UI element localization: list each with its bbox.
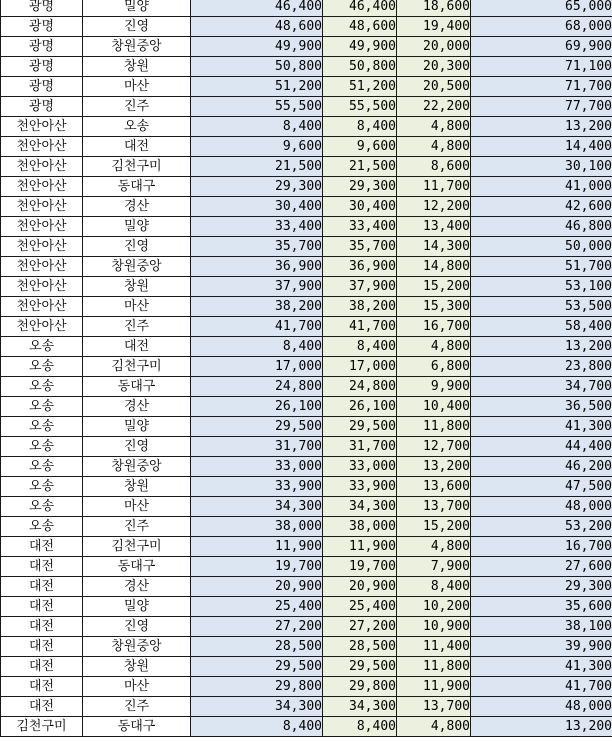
fare-cell-2[interactable]: 21,500 xyxy=(323,157,397,177)
fare-cell-4[interactable]: 36,500 xyxy=(471,397,612,417)
fare-cell-1[interactable]: 31,700 xyxy=(191,437,323,457)
fare-cell-2[interactable]: 29,800 xyxy=(323,677,397,697)
fare-cell-4[interactable]: 38,100 xyxy=(471,617,612,637)
table-row xyxy=(1,477,612,497)
destination-cell[interactable]: 진주 xyxy=(83,97,191,117)
fare-cell-2[interactable]: 11,900 xyxy=(323,537,397,557)
table-row xyxy=(1,37,612,57)
fare-cell-3[interactable]: 12,700 xyxy=(397,437,471,457)
fare-cell-2[interactable]: 49,900 xyxy=(323,37,397,57)
fare-cell-3[interactable]: 10,400 xyxy=(397,397,471,417)
fare-cell-3[interactable]: 4,800 xyxy=(397,117,471,137)
fare-cell-1[interactable]: 33,900 xyxy=(191,477,323,497)
destination-cell[interactable]: 동대구 xyxy=(83,177,191,197)
destination-cell[interactable]: 창원 xyxy=(83,657,191,677)
table-row xyxy=(1,457,612,477)
fare-cell-1[interactable]: 29,800 xyxy=(191,677,323,697)
origin-cell[interactable]: 천안아산 xyxy=(1,137,83,157)
destination-cell[interactable]: 진영 xyxy=(83,617,191,637)
destination-cell[interactable]: 진영 xyxy=(83,17,191,37)
fare-cell-1[interactable]: 8,400 xyxy=(191,117,323,137)
destination-cell[interactable]: 경산 xyxy=(83,577,191,597)
fare-cell-2[interactable]: 26,100 xyxy=(323,397,397,417)
table-row xyxy=(1,17,612,37)
fare-cell-2[interactable]: 38,000 xyxy=(323,517,397,537)
fare-cell-1[interactable]: 41,700 xyxy=(191,317,323,337)
fare-cell-3[interactable]: 12,200 xyxy=(397,197,471,217)
fare-cell-3[interactable]: 10,900 xyxy=(397,617,471,637)
destination-cell[interactable]: 대전 xyxy=(83,337,191,357)
table-row xyxy=(1,197,612,217)
fare-cell-3[interactable]: 15,300 xyxy=(397,297,471,317)
fare-cell-4[interactable]: 53,200 xyxy=(471,517,612,537)
fare-cell-4[interactable]: 14,400 xyxy=(471,137,612,157)
destination-cell[interactable]: 경산 xyxy=(83,197,191,217)
table-row xyxy=(1,0,612,17)
fare-cell-2[interactable]: 17,000 xyxy=(323,357,397,377)
fare-cell-2[interactable]: 19,700 xyxy=(323,557,397,577)
fare-cell-1[interactable]: 24,800 xyxy=(191,377,323,397)
table-row xyxy=(1,97,612,117)
origin-cell[interactable]: 오송 xyxy=(1,377,83,397)
fare-cell-1[interactable]: 37,900 xyxy=(191,277,323,297)
table-row xyxy=(1,517,612,537)
fare-cell-3[interactable]: 4,800 xyxy=(397,717,471,737)
fare-cell-1[interactable]: 11,900 xyxy=(191,537,323,557)
fare-cell-2[interactable]: 34,300 xyxy=(323,697,397,717)
fare-cell-1[interactable]: 48,600 xyxy=(191,17,323,37)
origin-cell[interactable]: 광명 xyxy=(1,0,83,17)
fare-cell-4[interactable]: 41,000 xyxy=(471,177,612,197)
table-row xyxy=(1,677,612,697)
destination-cell[interactable]: 김천구미 xyxy=(83,357,191,377)
destination-cell[interactable]: 밀양 xyxy=(83,217,191,237)
fare-cell-4[interactable]: 35,600 xyxy=(471,597,612,617)
origin-cell[interactable]: 오송 xyxy=(1,457,83,477)
origin-cell[interactable]: 천안아산 xyxy=(1,237,83,257)
table-row xyxy=(1,337,612,357)
fare-cell-1[interactable]: 8,400 xyxy=(191,337,323,357)
fare-cell-2[interactable]: 33,400 xyxy=(323,217,397,237)
fare-cell-4[interactable]: 30,100 xyxy=(471,157,612,177)
destination-cell[interactable]: 경산 xyxy=(83,397,191,417)
origin-cell[interactable]: 광명 xyxy=(1,37,83,57)
table-row xyxy=(1,437,612,457)
fare-cell-4[interactable]: 16,700 xyxy=(471,537,612,557)
table-row xyxy=(1,317,612,337)
fare-cell-4[interactable]: 58,400 xyxy=(471,317,612,337)
fare-cell-1[interactable]: 33,000 xyxy=(191,457,323,477)
fare-cell-1[interactable]: 26,100 xyxy=(191,397,323,417)
table-row xyxy=(1,297,612,317)
destination-cell[interactable]: 진주 xyxy=(83,317,191,337)
fare-cell-1[interactable]: 55,500 xyxy=(191,97,323,117)
fare-cell-1[interactable]: 34,300 xyxy=(191,497,323,517)
fare-cell-4[interactable]: 71,100 xyxy=(471,57,612,77)
destination-cell[interactable]: 창원 xyxy=(83,477,191,497)
origin-cell[interactable]: 천안아산 xyxy=(1,117,83,137)
fare-cell-4[interactable]: 41,300 xyxy=(471,417,612,437)
fare-cell-2[interactable]: 48,600 xyxy=(323,17,397,37)
origin-cell[interactable]: 오송 xyxy=(1,337,83,357)
origin-cell[interactable]: 대전 xyxy=(1,577,83,597)
origin-cell[interactable]: 천안아산 xyxy=(1,177,83,197)
origin-cell[interactable]: 천안아산 xyxy=(1,257,83,277)
fare-cell-3[interactable]: 11,400 xyxy=(397,637,471,657)
fare-cell-1[interactable]: 29,300 xyxy=(191,177,323,197)
origin-cell[interactable]: 광명 xyxy=(1,77,83,97)
fare-cell-2[interactable]: 20,900 xyxy=(323,577,397,597)
fare-cell-1[interactable]: 33,400 xyxy=(191,217,323,237)
fare-cell-4[interactable]: 65,000 xyxy=(471,0,612,17)
fare-cell-2[interactable]: 9,600 xyxy=(323,137,397,157)
fare-cell-3[interactable]: 13,600 xyxy=(397,477,471,497)
table-row xyxy=(1,537,612,557)
fare-cell-1[interactable]: 46,400 xyxy=(191,0,323,17)
destination-cell[interactable]: 마산 xyxy=(83,77,191,97)
fare-cell-4[interactable]: 46,200 xyxy=(471,457,612,477)
destination-cell[interactable]: 동대구 xyxy=(83,717,191,737)
fare-cell-1[interactable]: 35,700 xyxy=(191,237,323,257)
fare-cell-3[interactable]: 11,800 xyxy=(397,417,471,437)
fare-cell-3[interactable]: 14,800 xyxy=(397,257,471,277)
fare-cell-3[interactable]: 13,200 xyxy=(397,457,471,477)
fare-cell-1[interactable]: 51,200 xyxy=(191,77,323,97)
fare-cell-4[interactable]: 44,400 xyxy=(471,437,612,457)
fare-cell-4[interactable]: 68,000 xyxy=(471,17,612,37)
fare-cell-2[interactable]: 29,500 xyxy=(323,657,397,677)
fare-cell-3[interactable]: 7,900 xyxy=(397,557,471,577)
fare-cell-1[interactable]: 50,800 xyxy=(191,57,323,77)
fare-cell-1[interactable]: 17,000 xyxy=(191,357,323,377)
table-row xyxy=(1,117,612,137)
fare-cell-3[interactable]: 11,800 xyxy=(397,657,471,677)
origin-cell[interactable]: 오송 xyxy=(1,357,83,377)
fare-cell-2[interactable]: 8,400 xyxy=(323,337,397,357)
fare-cell-4[interactable]: 13,200 xyxy=(471,117,612,137)
origin-cell[interactable]: 김천구미 xyxy=(1,717,83,737)
origin-cell[interactable]: 대전 xyxy=(1,637,83,657)
fare-cell-2[interactable]: 50,800 xyxy=(323,57,397,77)
origin-cell[interactable]: 대전 xyxy=(1,617,83,637)
fare-cell-1[interactable]: 38,000 xyxy=(191,517,323,537)
fare-table-body xyxy=(1,0,612,737)
table-row xyxy=(1,357,612,377)
table-row xyxy=(1,277,612,297)
fare-cell-2[interactable]: 8,400 xyxy=(323,717,397,737)
fare-cell-4[interactable]: 48,000 xyxy=(471,697,612,717)
fare-cell-4[interactable]: 47,500 xyxy=(471,477,612,497)
fare-cell-3[interactable]: 9,900 xyxy=(397,377,471,397)
fare-cell-2[interactable]: 25,400 xyxy=(323,597,397,617)
table-row xyxy=(1,57,612,77)
fare-cell-3[interactable]: 6,800 xyxy=(397,357,471,377)
fare-cell-1[interactable]: 38,200 xyxy=(191,297,323,317)
destination-cell[interactable]: 진주 xyxy=(83,517,191,537)
destination-cell[interactable]: 오송 xyxy=(83,117,191,137)
fare-cell-3[interactable]: 8,400 xyxy=(397,577,471,597)
table-row xyxy=(1,377,612,397)
destination-cell[interactable]: 마산 xyxy=(83,297,191,317)
table-row xyxy=(1,497,612,517)
table-row xyxy=(1,217,612,237)
origin-cell[interactable]: 광명 xyxy=(1,17,83,37)
fare-cell-4[interactable]: 29,300 xyxy=(471,577,612,597)
fare-cell-4[interactable]: 23,800 xyxy=(471,357,612,377)
fare-cell-4[interactable]: 39,900 xyxy=(471,637,612,657)
destination-cell[interactable]: 진영 xyxy=(83,437,191,457)
table-row xyxy=(1,137,612,157)
destination-cell[interactable]: 창원중앙 xyxy=(83,637,191,657)
origin-cell[interactable]: 광명 xyxy=(1,97,83,117)
destination-cell[interactable]: 창원 xyxy=(83,277,191,297)
fare-cell-3[interactable]: 4,800 xyxy=(397,337,471,357)
origin-cell[interactable]: 오송 xyxy=(1,397,83,417)
fare-cell-4[interactable]: 48,000 xyxy=(471,497,612,517)
table-row xyxy=(1,557,612,577)
fare-cell-3[interactable]: 8,600 xyxy=(397,157,471,177)
fare-cell-1[interactable]: 25,400 xyxy=(191,597,323,617)
table-row xyxy=(1,617,612,637)
fare-cell-4[interactable]: 69,900 xyxy=(471,37,612,57)
origin-cell[interactable]: 천안아산 xyxy=(1,157,83,177)
fare-cell-3[interactable]: 20,300 xyxy=(397,57,471,77)
fare-cell-3[interactable]: 4,800 xyxy=(397,137,471,157)
origin-cell[interactable]: 오송 xyxy=(1,477,83,497)
fare-cell-2[interactable]: 37,900 xyxy=(323,277,397,297)
table-row xyxy=(1,77,612,97)
destination-cell[interactable]: 밀양 xyxy=(83,0,191,17)
fare-cell-2[interactable]: 27,200 xyxy=(323,617,397,637)
table-row xyxy=(1,397,612,417)
fare-cell-1[interactable]: 49,900 xyxy=(191,37,323,57)
table-row xyxy=(1,697,612,717)
table-row xyxy=(1,637,612,657)
table-row xyxy=(1,237,612,257)
fare-cell-2[interactable]: 46,400 xyxy=(323,0,397,17)
fare-cell-3[interactable]: 13,400 xyxy=(397,217,471,237)
fare-cell-1[interactable]: 8,400 xyxy=(191,717,323,737)
fare-cell-3[interactable]: 15,200 xyxy=(397,517,471,537)
fare-cell-4[interactable]: 77,700 xyxy=(471,97,612,117)
origin-cell[interactable]: 천안아산 xyxy=(1,317,83,337)
origin-cell[interactable]: 오송 xyxy=(1,497,83,517)
fare-cell-3[interactable]: 4,800 xyxy=(397,537,471,557)
fare-cell-4[interactable]: 34,700 xyxy=(471,377,612,397)
destination-cell[interactable]: 김천구미 xyxy=(83,157,191,177)
fare-cell-3[interactable]: 22,200 xyxy=(397,97,471,117)
table-row xyxy=(1,417,612,437)
destination-cell[interactable]: 창원중앙 xyxy=(83,37,191,57)
destination-cell[interactable]: 밀양 xyxy=(83,597,191,617)
fare-cell-2[interactable]: 38,200 xyxy=(323,297,397,317)
table-row xyxy=(1,157,612,177)
table-row xyxy=(1,577,612,597)
fare-cell-1[interactable]: 19,700 xyxy=(191,557,323,577)
table-row xyxy=(1,657,612,677)
fare-cell-2[interactable]: 8,400 xyxy=(323,117,397,137)
fare-cell-3[interactable]: 20,000 xyxy=(397,37,471,57)
origin-cell[interactable]: 오송 xyxy=(1,417,83,437)
fare-cell-3[interactable]: 16,700 xyxy=(397,317,471,337)
fare-cell-2[interactable]: 28,500 xyxy=(323,637,397,657)
origin-cell[interactable]: 대전 xyxy=(1,537,83,557)
destination-cell[interactable]: 마산 xyxy=(83,677,191,697)
fare-cell-4[interactable]: 51,700 xyxy=(471,257,612,277)
fare-cell-2[interactable]: 31,700 xyxy=(323,437,397,457)
fare-cell-1[interactable]: 21,500 xyxy=(191,157,323,177)
origin-cell[interactable]: 대전 xyxy=(1,677,83,697)
fare-cell-3[interactable]: 11,900 xyxy=(397,677,471,697)
fare-cell-4[interactable]: 27,600 xyxy=(471,557,612,577)
fare-cell-1[interactable]: 36,900 xyxy=(191,257,323,277)
fare-cell-3[interactable]: 13,700 xyxy=(397,697,471,717)
fare-cell-2[interactable]: 34,300 xyxy=(323,497,397,517)
fare-cell-3[interactable]: 11,700 xyxy=(397,177,471,197)
fare-cell-2[interactable]: 29,300 xyxy=(323,177,397,197)
fare-cell-4[interactable]: 53,500 xyxy=(471,297,612,317)
fare-cell-4[interactable]: 13,200 xyxy=(471,337,612,357)
fare-cell-2[interactable]: 51,200 xyxy=(323,77,397,97)
origin-cell[interactable]: 대전 xyxy=(1,557,83,577)
fare-cell-4[interactable]: 41,300 xyxy=(471,657,612,677)
fare-cell-4[interactable]: 41,700 xyxy=(471,677,612,697)
fare-cell-3[interactable]: 20,500 xyxy=(397,77,471,97)
fare-cell-1[interactable]: 34,300 xyxy=(191,697,323,717)
fare-cell-3[interactable]: 10,200 xyxy=(397,597,471,617)
destination-cell[interactable]: 동대구 xyxy=(83,377,191,397)
fare-cell-2[interactable]: 55,500 xyxy=(323,97,397,117)
fare-cell-2[interactable]: 41,700 xyxy=(323,317,397,337)
destination-cell[interactable]: 진영 xyxy=(83,237,191,257)
fare-cell-4[interactable]: 71,700 xyxy=(471,77,612,97)
table-row xyxy=(1,597,612,617)
origin-cell[interactable]: 천안아산 xyxy=(1,297,83,317)
fare-cell-2[interactable]: 33,000 xyxy=(323,457,397,477)
origin-cell[interactable]: 천안아산 xyxy=(1,277,83,297)
origin-cell[interactable]: 대전 xyxy=(1,597,83,617)
origin-cell[interactable]: 천안아산 xyxy=(1,217,83,237)
fare-cell-2[interactable]: 30,400 xyxy=(323,197,397,217)
fare-cell-1[interactable]: 29,500 xyxy=(191,417,323,437)
origin-cell[interactable]: 오송 xyxy=(1,517,83,537)
destination-cell[interactable]: 대전 xyxy=(83,137,191,157)
fare-cell-2[interactable]: 35,700 xyxy=(323,237,397,257)
fare-cell-1[interactable]: 30,400 xyxy=(191,197,323,217)
fare-cell-4[interactable]: 42,600 xyxy=(471,197,612,217)
fare-cell-3[interactable]: 13,700 xyxy=(397,497,471,517)
fare-cell-3[interactable]: 18,600 xyxy=(397,0,471,17)
destination-cell[interactable]: 진주 xyxy=(83,697,191,717)
table-row xyxy=(1,177,612,197)
fare-cell-3[interactable]: 14,300 xyxy=(397,237,471,257)
destination-cell[interactable]: 밀양 xyxy=(83,417,191,437)
origin-cell[interactable]: 오송 xyxy=(1,437,83,457)
origin-cell[interactable]: 대전 xyxy=(1,697,83,717)
origin-cell[interactable]: 천안아산 xyxy=(1,197,83,217)
destination-cell[interactable]: 김천구미 xyxy=(83,537,191,557)
fare-cell-4[interactable]: 46,800 xyxy=(471,217,612,237)
table-row xyxy=(1,717,612,737)
fare-cell-2[interactable]: 33,900 xyxy=(323,477,397,497)
fare-cell-3[interactable]: 15,200 xyxy=(397,277,471,297)
fare-cell-1[interactable]: 9,600 xyxy=(191,137,323,157)
fare-cell-1[interactable]: 28,500 xyxy=(191,637,323,657)
origin-cell[interactable]: 광명 xyxy=(1,57,83,77)
fare-cell-2[interactable]: 24,800 xyxy=(323,377,397,397)
fare-cell-1[interactable]: 20,900 xyxy=(191,577,323,597)
destination-cell[interactable]: 창원중앙 xyxy=(83,457,191,477)
destination-cell[interactable]: 창원 xyxy=(83,57,191,77)
destination-cell[interactable]: 마산 xyxy=(83,497,191,517)
fare-cell-1[interactable]: 27,200 xyxy=(191,617,323,637)
fare-cell-4[interactable]: 13,200 xyxy=(471,717,612,737)
fare-cell-4[interactable]: 50,000 xyxy=(471,237,612,257)
fare-cell-1[interactable]: 29,500 xyxy=(191,657,323,677)
fare-cell-2[interactable]: 29,500 xyxy=(323,417,397,437)
fare-cell-3[interactable]: 19,400 xyxy=(397,17,471,37)
origin-cell[interactable]: 대전 xyxy=(1,657,83,677)
destination-cell[interactable]: 동대구 xyxy=(83,557,191,577)
table-row xyxy=(1,257,612,277)
fare-cell-4[interactable]: 53,100 xyxy=(471,277,612,297)
destination-cell[interactable]: 창원중앙 xyxy=(83,257,191,277)
fare-cell-2[interactable]: 36,900 xyxy=(323,257,397,277)
